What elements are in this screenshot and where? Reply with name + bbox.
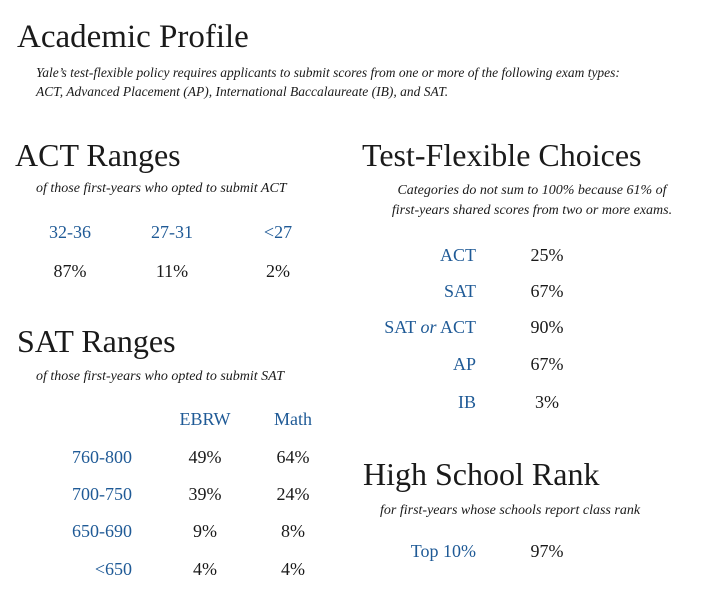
sat-ebrw-value: 9%: [193, 521, 217, 541]
sat-range-label: 700-750: [72, 484, 132, 504]
test-flexible-value: 3%: [535, 392, 559, 412]
label-part-sat: SAT: [384, 317, 416, 337]
test-flexible-value: 25%: [530, 245, 564, 265]
sat-range-label: <650: [94, 559, 132, 579]
hs-rank-label: Top 10%: [410, 541, 476, 561]
test-flexible-title: Test-Flexible Choices: [362, 137, 642, 173]
test-flexible-label: ACT: [440, 245, 476, 265]
act-range-value: 11%: [155, 261, 189, 281]
sat-ranges-title: SAT Ranges: [17, 323, 176, 359]
test-flexible-note-line-2: first-years shared scores from two or more exams.: [391, 203, 673, 218]
test-flexible-note-line-1: Categories do not sum to 100% because 61% of: [397, 183, 667, 198]
act-range-value: 2%: [266, 261, 290, 281]
hs-rank-title: High School Rank: [363, 456, 600, 492]
sat-range-label: 760-800: [72, 447, 132, 467]
intro-line-1: Yale’s test-flexible policy requires applicants to submit scores from one or more of the following exam types:: [36, 65, 620, 80]
sat-range-label: 650-690: [72, 521, 132, 541]
act-range-label: 32-36: [49, 222, 91, 242]
page-title: Academic Profile: [17, 19, 249, 55]
label-part-act: ACT: [440, 317, 476, 337]
hs-rank-value: 97%: [530, 541, 564, 561]
label-part-or: or: [420, 317, 437, 337]
test-flexible-label: [340, 317, 476, 338]
sat-math-value: 8%: [281, 521, 305, 541]
intro-line-2: ACT, Advanced Placement (AP), International Baccalaureate (IB), and SAT.: [36, 84, 449, 99]
sat-column-header-ebrw: EBRW: [179, 409, 231, 429]
test-flexible-label: AP: [452, 354, 476, 374]
test-flexible-value: 67%: [530, 354, 564, 374]
test-flexible-value: 90%: [530, 317, 564, 337]
sat-math-value: 64%: [276, 447, 310, 467]
sat-ranges-subtitle: of those first-years who opted to submit SAT: [36, 369, 284, 384]
act-ranges-title: ACT Ranges: [15, 137, 181, 173]
test-flexible-value: 67%: [530, 281, 564, 301]
sat-ebrw-value: 49%: [188, 447, 222, 467]
sat-math-value: 24%: [276, 484, 310, 504]
sat-column-header-math: Math: [274, 409, 312, 429]
act-ranges-subtitle: of those first-years who opted to submit ACT: [36, 181, 287, 196]
act-range-label: <27: [263, 222, 293, 242]
sat-math-value: 4%: [281, 559, 305, 579]
test-flexible-label: SAT: [443, 281, 476, 301]
test-flexible-label: IB: [458, 392, 476, 412]
sat-ebrw-value: 4%: [193, 559, 217, 579]
act-range-label: 27-31: [151, 222, 193, 242]
hs-rank-subtitle: for first-years whose schools report class rank: [380, 503, 641, 518]
act-range-value: 87%: [53, 261, 87, 281]
sat-ebrw-value: 39%: [188, 484, 222, 504]
